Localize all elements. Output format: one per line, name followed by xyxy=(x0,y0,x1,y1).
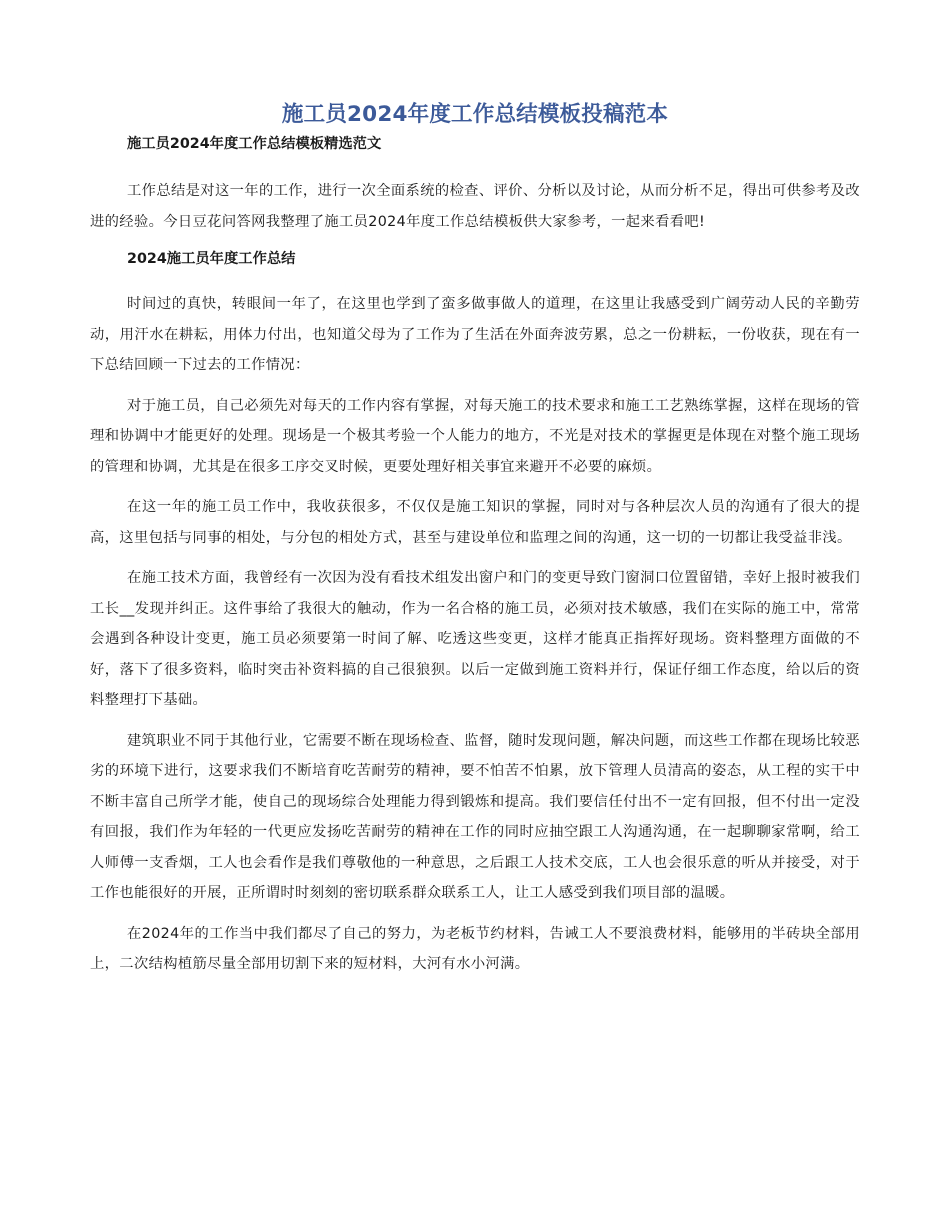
body-paragraph-4: 在施工技术方面，我曾经有一次因为没有看技术组发出窗户和门的变更导致门窗洞口位置留错，幸好上报时被我们工长__发现并纠正。这件事给了我很大的触动，作为一名合格的施工员，必须对技术敏感，我们在实际的施工中，常常会遇到各种设计变更，施工员必须要第一时间了解、吃透这些变更，这样才能真正指挥好现场。资料整理方面做的不好，落下了很多资料，临时突击补资料搞的自己很狼狈。以后一定做到施工资料并行，保证仔细工作态度，给以后的资料整理打下基础。 xyxy=(90,570,860,708)
body-paragraph-1: 时间过的真快，转眼间一年了，在这里也学到了蛮多做事做人的道理，在这里让我感受到广阔劳动人民的辛勤劳动，用汗水在耕耘，用体力付出，也知道父母为了工作为了生活在外面奔波劳累，总之一份耕耘，一份收获，现在有一下总结回顾一下过去的工作情况： xyxy=(90,296,860,373)
body-paragraph-2: 对于施工员，自己必须先对每天的工作内容有掌握，对每天施工的技术要求和施工工艺熟练掌握，这样在现场的管理和协调中才能更好的处理。现场是一个极其考验一个人能力的地方，不光是对技术的掌握更是体现在对整个施工现场的管理和协调，尤其是在很多工序交叉时候，更要处理好相关事宜来避开不必要的麻烦。 xyxy=(90,397,860,475)
document-subtitle: 施工员2024年度工作总结模板精选范文 xyxy=(127,136,382,152)
section-heading: 2024施工员年度工作总结 xyxy=(127,251,296,267)
body-paragraph-6: 在2024年的工作当中我们都尽了自己的努力，为老板节约材料，告诫工人不要浪费材料，能够用的半砖块全部用上，二次结构植筋尽量全部用切割下来的短材料，大河有水小河满。 xyxy=(90,925,860,972)
document-title: 施工员2024年度工作总结模板投稿范本 xyxy=(281,102,669,127)
body-paragraph-3: 在这一年的施工员工作中，我收获很多，不仅仅是施工知识的掌握，同时对与各种层次人员的沟通有了很大的提高，这里包括与同事的相处，与分包的相处方式，甚至与建设单位和监理之间的沟通，这一切的一切都让我受益非浅。 xyxy=(90,499,860,546)
body-paragraph-5: 建筑职业不同于其他行业，它需要不断在现场检查、监督，随时发现问题，解决问题，而这些工作都在现场比较恶劣的环境下进行，这要求我们不断培育吃苦耐劳的精神，要不怕苦不怕累，放下管理人员清高的姿态，从工程的实干中不断丰富自己所学才能，使自己的现场综合处理能力得到锻炼和提高。我们要信任付出不一定有回报，但不付出一定没有回报，我们作为年轻的一代更应发扬吃苦耐劳的精神在工作的同时应抽空跟工人沟通沟通，在一起聊聊家常啊，给工人师傅一支香烟，工人也会看作是我们尊敬他的一种意思，之后跟工人技术交底，工人也会很乐意的听从并接受，对于工作也能很好的开展，正所谓时时刻刻的密切联系群众联系工人，让工人感受到我们项目部的温暖。 xyxy=(90,732,860,901)
document-page xyxy=(90,98,860,990)
intro-paragraph: 工作总结是对这一年的工作，进行一次全面系统的检查、评价、分析以及讨论，从而分析不足，得出可供参考及改进的经验。今日豆花问答网我整理了施工员2024年度工作总结模板供大家参考，一起来看看吧! xyxy=(90,183,860,230)
